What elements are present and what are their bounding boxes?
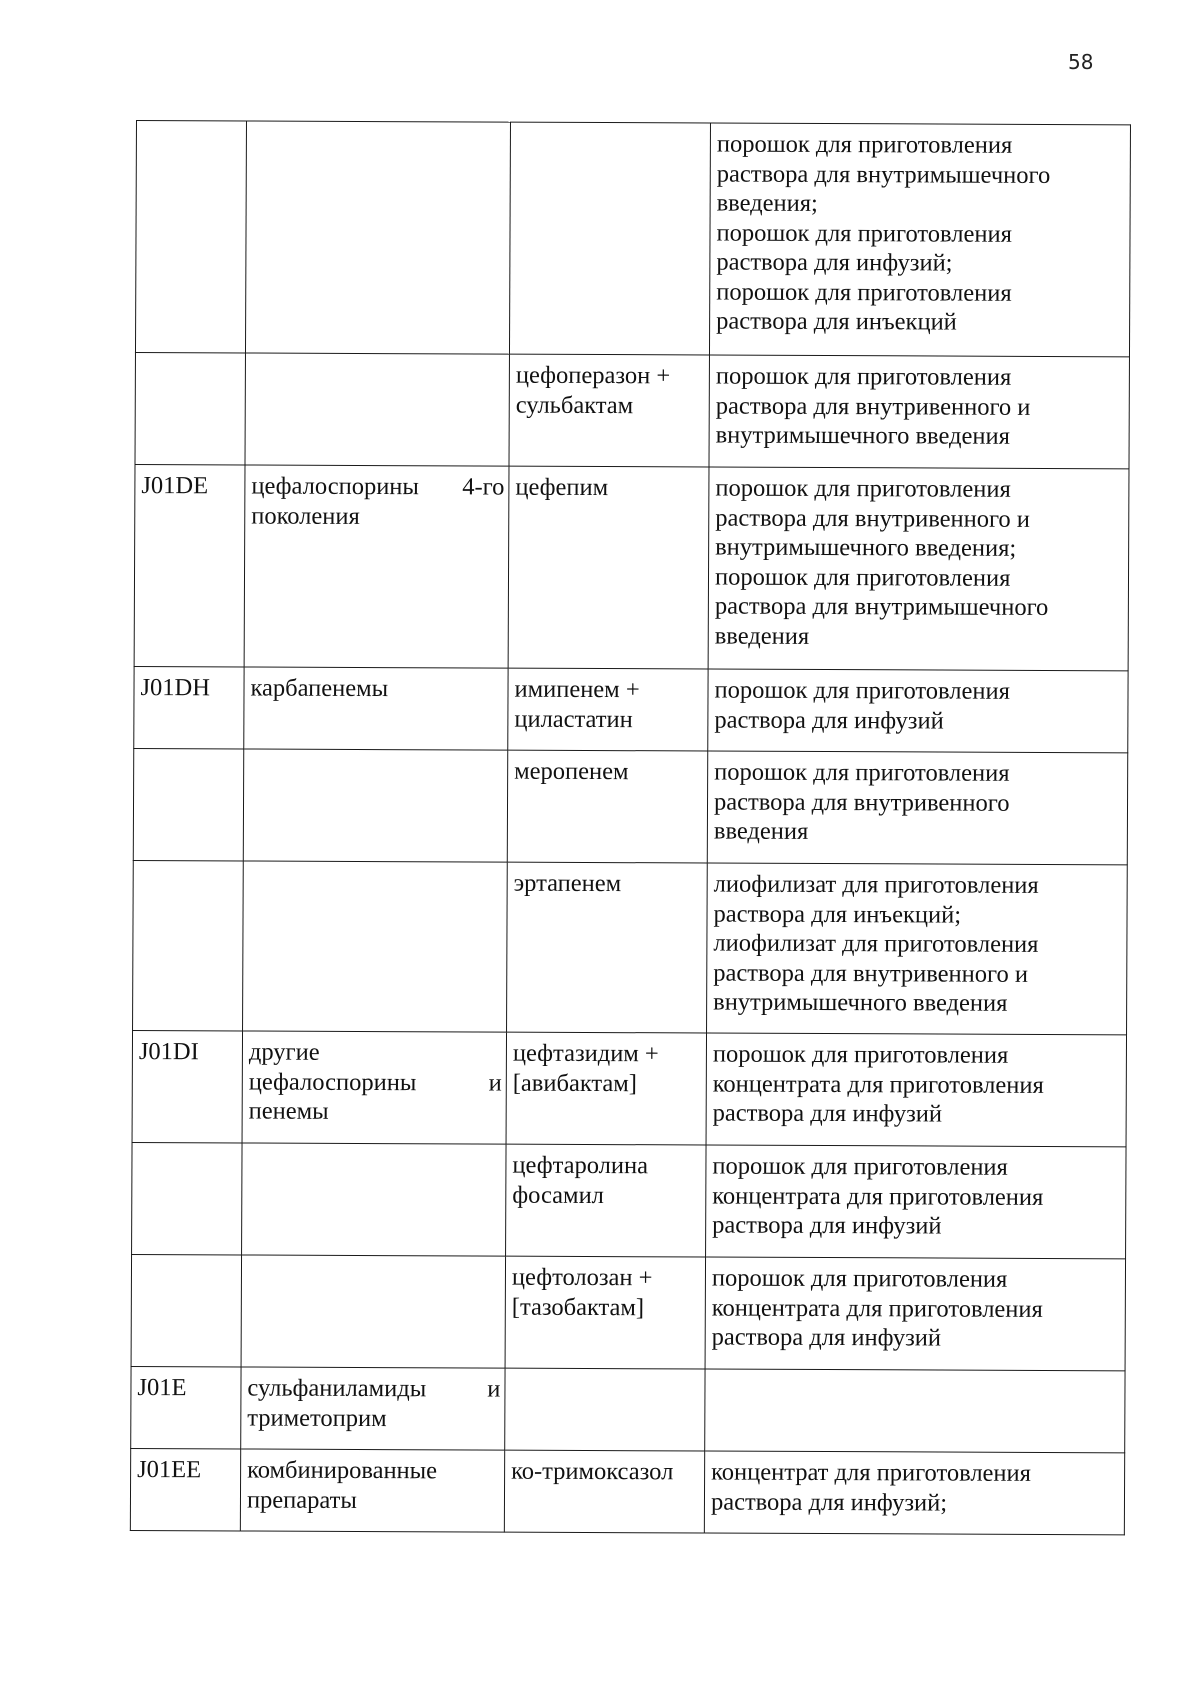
- atc-code: J01DE: [141, 472, 209, 500]
- atc-code-cell: [135, 121, 246, 353]
- drug-name-cell: [505, 1256, 705, 1369]
- dosage-form-line: раствора для внутривенного и: [715, 392, 1031, 421]
- drug-name-cell: [508, 466, 709, 669]
- dosage-form-line: порошок для приготовления: [712, 1040, 1009, 1069]
- drug-name-cell: [509, 354, 709, 467]
- dosage-form-line: порошок для приготовления: [715, 362, 1012, 391]
- drug-name-cell: [508, 668, 708, 751]
- dosage-form-line: внутримышечного введения: [713, 988, 1008, 1017]
- drug-name-cell: [509, 122, 710, 355]
- drug-name-line: циластатин: [514, 705, 633, 733]
- dosage-form-cell: [709, 355, 1129, 469]
- drug-group-line: [249, 1067, 502, 1098]
- drug-group-line: другие: [248, 1038, 320, 1066]
- drug-group-line: препараты: [246, 1485, 357, 1514]
- drug-name-cell: [507, 750, 707, 863]
- drug-group-word: и: [487, 1375, 501, 1403]
- dosage-form-line: концентрата для приготовления: [711, 1294, 1043, 1323]
- drug-group-word: и: [488, 1069, 502, 1097]
- drug-group-cell: [240, 1449, 504, 1532]
- dosage-form-line: раствора для инъекций;: [713, 900, 962, 929]
- dosage-form-line: раствора для инфузий;: [710, 1488, 948, 1517]
- atc-code-cell: [134, 464, 245, 666]
- dosage-form-line: раствора для внутривенного и: [713, 959, 1029, 988]
- dosage-form-cell: [706, 1145, 1126, 1259]
- atc-code-cell: [132, 1030, 242, 1142]
- dosage-form-line: раствора для инъекций: [716, 307, 957, 336]
- drug-name-cell: [505, 1368, 705, 1451]
- dosage-form-line: раствора для внутримышечного: [716, 160, 1051, 189]
- dosage-form-line: раствора для инфузий: [712, 1211, 942, 1240]
- dosage-form-line: раствора для инфузий: [714, 706, 944, 735]
- dosage-form-line: порошок для приготовления: [716, 219, 1012, 248]
- drug-name-line: [авибактам]: [512, 1069, 638, 1097]
- drug-name-line: цефтазидим +: [512, 1039, 659, 1068]
- drug-group-cell: [243, 749, 507, 862]
- dosage-form-cell: [707, 751, 1127, 865]
- drug-name-line: имипенем +: [514, 675, 640, 704]
- drug-group-word: 4-го: [462, 473, 505, 501]
- atc-code: J01EE: [137, 1456, 202, 1484]
- dosage-form-line: порошок для приготовления: [711, 1264, 1008, 1293]
- dosage-form-line: раствора для внутривенного и: [715, 504, 1031, 533]
- atc-code-cell: [133, 860, 244, 1030]
- dosage-form-line: порошок для приготовления: [714, 676, 1010, 705]
- drug-name-line: сульбактам: [515, 391, 634, 419]
- dosage-form-cell: [707, 863, 1128, 1035]
- atc-code-cell: [131, 1254, 241, 1366]
- drug-name-line: цефепим: [515, 473, 609, 502]
- dosage-form-line: раствора для внутривенного: [713, 788, 1010, 817]
- drug-group-cell: [244, 465, 509, 668]
- drug-group-cell: [242, 1031, 506, 1144]
- page-number: 58: [1068, 50, 1094, 74]
- table-row: [131, 1366, 1125, 1452]
- drug-group-cell: [242, 1143, 506, 1256]
- dosage-form-line: порошок для приготовления: [716, 130, 1013, 159]
- dosage-form-cell: [704, 1451, 1124, 1535]
- drug-group-cell: [241, 1367, 505, 1450]
- drug-group-line: комбинированные: [247, 1456, 438, 1485]
- dosage-form-line: раствора для внутримышечного: [714, 592, 1049, 621]
- atc-code: J01E: [137, 1374, 187, 1402]
- drug-table: [130, 120, 1131, 1535]
- dosage-form-line: концентрата для приготовления: [712, 1182, 1044, 1211]
- dosage-form-line: порошок для приготовления: [714, 563, 1011, 592]
- drug-group-word: сульфаниламиды: [247, 1374, 427, 1403]
- dosage-form-line: порошок для приготовления: [716, 278, 1012, 307]
- drug-name-line: цефоперазон +: [515, 361, 671, 390]
- drug-name-line: цефтаролина: [512, 1151, 649, 1180]
- dosage-form-line: лиофилизат для приготовления: [713, 929, 1039, 958]
- drug-name-cell: [504, 1450, 704, 1533]
- drug-name-line: фосамил: [512, 1181, 604, 1209]
- dosage-form-line: внутримышечного введения: [715, 421, 1010, 450]
- atc-code-cell: [135, 352, 245, 464]
- table-row: [133, 860, 1128, 1034]
- dosage-form-cell: [705, 1257, 1125, 1371]
- dosage-form-line: раствора для инфузий: [712, 1099, 943, 1128]
- dosage-form-line: внутримышечного введения;: [715, 533, 1017, 562]
- dosage-form-line: введения: [713, 817, 809, 845]
- table-body: [130, 121, 1130, 1535]
- drug-group-line: [251, 472, 504, 503]
- drug-group-cell: [241, 1255, 505, 1368]
- drug-name-line: цефтолозан +: [511, 1263, 653, 1292]
- dosage-form-cell: [705, 1369, 1125, 1453]
- drug-name-cell: [506, 1032, 706, 1145]
- atc-code-cell: [133, 748, 243, 860]
- atc-code-cell: [132, 1142, 242, 1254]
- table-row: [133, 748, 1127, 864]
- drug-name-line: меропенем: [514, 757, 629, 786]
- drug-name-line: ко-тримоксазол: [511, 1457, 674, 1486]
- dosage-form-line: введения: [714, 622, 810, 650]
- table-row: [135, 121, 1130, 357]
- dosage-form-line: концентрат для приготовления: [711, 1458, 1032, 1487]
- atc-code-cell: [130, 1448, 240, 1530]
- dosage-form-line: порошок для приготовления: [714, 758, 1010, 787]
- drug-group-line: пенемы: [248, 1097, 329, 1125]
- atc-code-cell: [131, 1366, 241, 1448]
- table-row: [132, 1030, 1126, 1146]
- dosage-form-line: раствора для инфузий: [711, 1323, 942, 1352]
- dosage-form-line: порошок для приготовления: [712, 1152, 1008, 1181]
- dosage-form-cell: [708, 467, 1129, 671]
- dosage-form-line: введения;: [716, 189, 818, 217]
- dosage-form-line: концентрата для приготовления: [712, 1070, 1044, 1099]
- table-row: [130, 1448, 1124, 1534]
- dosage-form-line: порошок для приготовления: [715, 474, 1011, 503]
- table-row: [134, 464, 1129, 670]
- drug-group-line: [247, 1373, 500, 1404]
- atc-code-cell: [134, 666, 244, 748]
- drug-name-line: эртапенем: [513, 869, 622, 898]
- table-row: [135, 352, 1129, 468]
- dosage-form-line: лиофилизат для приготовления: [713, 870, 1039, 899]
- drug-group-cell: [245, 353, 509, 466]
- table-row: [134, 666, 1128, 752]
- drug-group-line: карбапенемы: [250, 674, 389, 703]
- dosage-form-cell: [709, 123, 1130, 357]
- dosage-form-line: раствора для инфузий;: [716, 248, 953, 277]
- dosage-form-cell: [706, 1033, 1126, 1147]
- atc-code: J01DH: [140, 674, 211, 702]
- drug-group-line: поколения: [251, 502, 360, 530]
- drug-name-cell: [506, 1144, 706, 1257]
- drug-group-cell: [244, 667, 508, 750]
- drug-group-cell: [243, 861, 508, 1032]
- drug-name-line: [тазобактам]: [511, 1293, 645, 1321]
- drug-group-line: триметоприм: [247, 1403, 387, 1432]
- drug-group-word: цефалоспорины: [248, 1068, 417, 1096]
- drug-group-word: цефалоспорины: [251, 472, 419, 501]
- drug-name-cell: [507, 862, 708, 1033]
- drug-group-cell: [245, 121, 510, 354]
- dosage-form-cell: [708, 669, 1128, 753]
- table-row: [132, 1142, 1126, 1258]
- atc-code: J01DI: [138, 1038, 199, 1066]
- table-row: [131, 1254, 1125, 1370]
